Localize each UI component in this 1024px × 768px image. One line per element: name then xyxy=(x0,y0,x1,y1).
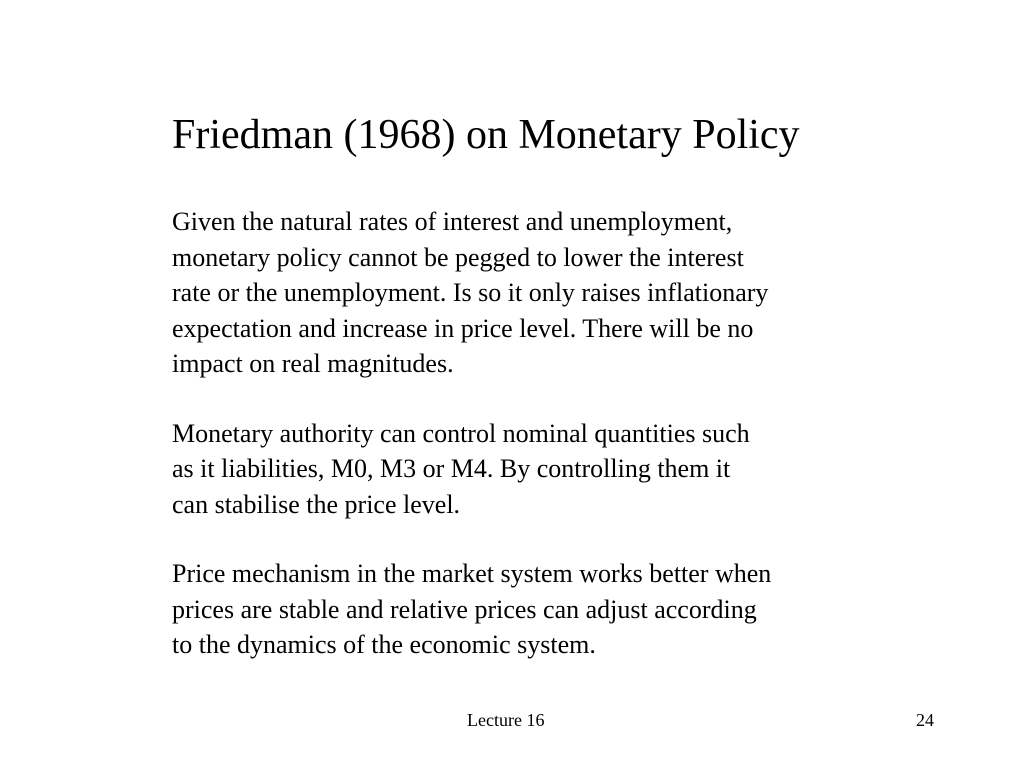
text-line: to the dynamics of the economic system. xyxy=(172,630,596,659)
paragraph-natural-rates xyxy=(172,204,912,382)
footer-page-number: 24 xyxy=(916,710,934,730)
text-line: monetary policy cannot be pegged to lower the interest xyxy=(172,242,744,272)
slide-body xyxy=(172,204,912,697)
text-line: prices are stable and relative prices can adjust according xyxy=(172,594,757,624)
text-line: Price mechanism in the market system works better when xyxy=(172,559,772,588)
text-line: expectation and increase in price level. There will be no xyxy=(172,313,754,343)
text-line: Given the natural rates of interest and unemployment, xyxy=(172,207,733,236)
text-line: rate or the unemployment. Is so it only raises inflationary xyxy=(172,278,769,307)
text-line: as it liabilities, M0, M3 or M4. By controlling them it xyxy=(172,454,731,483)
text-line: impact on real magnitudes. xyxy=(172,349,454,378)
text-line: Monetary authority can control nominal quantities such xyxy=(172,418,750,448)
footer-lecture-label: Lecture 16 xyxy=(467,710,545,730)
slide-title: Friedman (1968) on Monetary Policy xyxy=(172,112,800,158)
paragraph-monetary-authority xyxy=(172,416,912,523)
paragraph-price-mechanism xyxy=(172,556,912,663)
text-line: can stabilise the price level. xyxy=(172,489,461,519)
